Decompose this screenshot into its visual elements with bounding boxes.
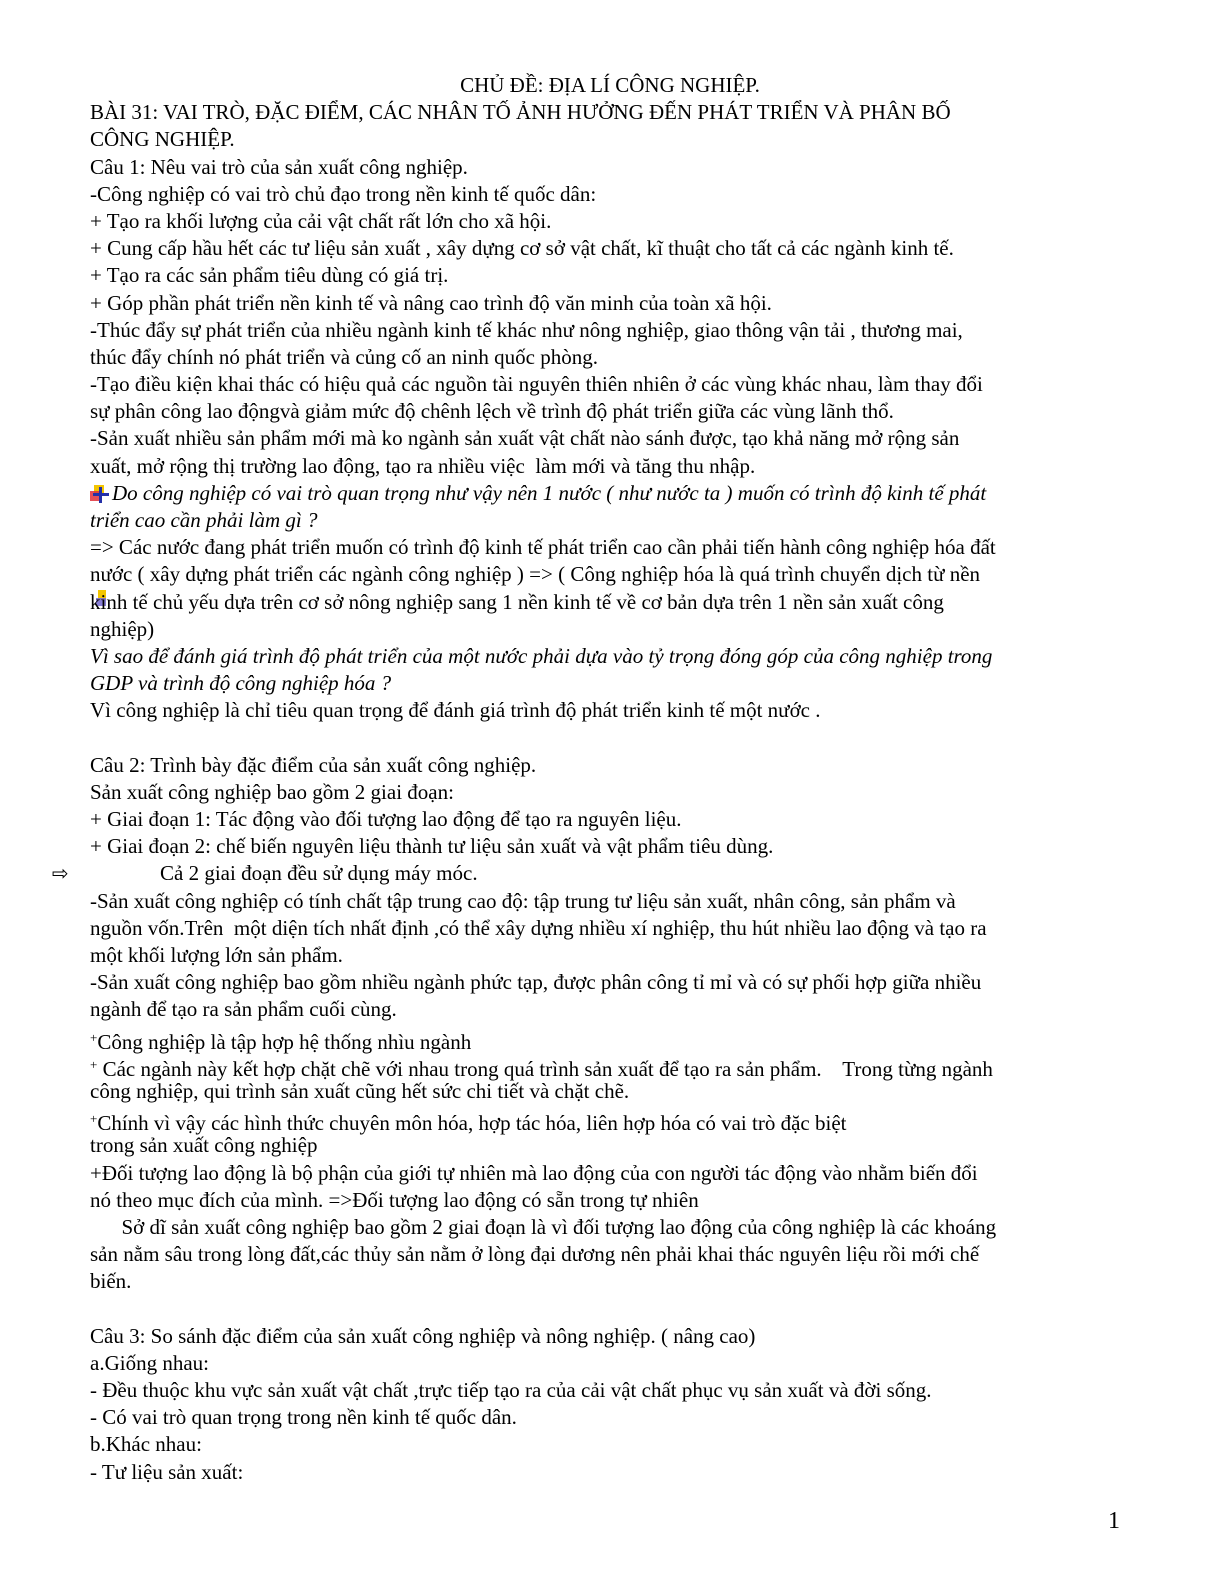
q1-answer-1-line-4: nghiệp) (90, 616, 155, 641)
plus-superscript: + (90, 1056, 98, 1072)
q2-line-c-5: biến. (90, 1269, 132, 1294)
q2-line-b-3: một khối lượng lớn sản phẩm. (90, 943, 343, 967)
lesson-title-line-2: CÔNG NGHIỆP. (90, 127, 235, 152)
q1-answer-1-line-2: nước ( xây dựng phát triển các ngành công nghiệp ) => ( Công nghiệp hóa là quá trình chuyển dịch từ nền (90, 562, 981, 587)
plus-1-text: Công nghiệp là tập hợp hệ thống nhìu ngành (97, 1029, 472, 1054)
arrow-right-icon: ⇨ (52, 861, 69, 886)
q2-line-b-2: nguồn vốn.Trên một diện tích nhất định ,có thể xây dựng nhiều xí nghiệp, thu hút nhiều lao động và tạo ra (90, 915, 987, 940)
q1-line-10: -Sản xuất nhiều sản phẩm mới mà ko ngành sản xuất vật chất nào sánh được, tạo khả năng mở rộng sản (90, 426, 960, 451)
page-number: 1 (1108, 1508, 1120, 1534)
italic-question-text: Do công nghiệp có vai trò quan trọng như vậy nên 1 nước ( như nước ta ) muốn có trình độ kinh tế phát (112, 480, 987, 505)
q2-line-c-2: nó theo mục đích của mình. =>Đối tượng lao động có sẵn trong tự nhiên (90, 1187, 699, 1212)
q2-line-b-4: -Sản xuất công nghiệp bao gồm nhiều ngành phức tạp, được phân công tỉ mỉ và có sự phối hợp giữa nhiều (90, 970, 982, 995)
q3-heading: Câu 3: So sánh đặc điểm của sản xuất công nghiệp và nông nghiệp. ( nâng cao) (90, 1323, 756, 1348)
q3-line-5: - Tư liệu sản xuất: (90, 1459, 244, 1484)
q1-italic-question-1-line-1 (90, 480, 1130, 507)
plus-2-text: Các ngành này kết hợp chặt chẽ với nhau trong quá trình sản xuất để tạo ra sản phẩm. Trong từng ngành (97, 1056, 993, 1081)
q2-line-a-2: + Giai đoạn 1: Tác động vào đối tượng lao động để tạo ra nguyên liệu. (90, 807, 682, 832)
q2-line-c-1: +Đối tượng lao động là bộ phận của giới tự nhiên mà lao động của con người tác động vào nhằm biến đổi (90, 1160, 978, 1185)
q1-answer-1-line-3: kinh tế chủ yếu dựa trên cơ sở nông nghiệp sang 1 nền kinh tế về cơ bản dựa trên 1 nền sản xuất công (90, 589, 944, 614)
q2-plus-1 (90, 1024, 1130, 1054)
q2-plus-2 (90, 1051, 1130, 1081)
q3-line-1: a.Giống nhau: (90, 1350, 209, 1375)
q2-line-b-5: ngành để tạo ra sản phẩm cuối cùng. (90, 997, 397, 1022)
q1-answer-2: Vì công nghiệp là chỉ tiêu quan trọng để đánh giá trình độ phát triển kinh tế một nước . (90, 698, 821, 723)
q1-line-2: + Tạo ra khối lượng của cải vật chất rất lớn cho xã hội. (90, 208, 552, 233)
document-page (52, 72, 1130, 1486)
q3-line-4: b.Khác nhau: (90, 1432, 202, 1457)
plus-superscript: + (90, 1111, 98, 1127)
spacer (90, 1295, 1130, 1322)
q1-line-1: -Công nghiệp có vai trò chủ đạo trong nền kinh tế quốc dân: (90, 181, 597, 206)
q1-line-9: sự phân công lao độngvà giảm mức độ chênh lệch về trình độ phát triển giữa các vùng lãnh thổ. (90, 399, 894, 424)
q2-plus-3 (90, 1105, 1130, 1136)
lesson-title-line-1: BÀI 31: VAI TRÒ, ĐẶC ĐIỂM, CÁC NHÂN TỐ ẢNH HƯỞNG ĐẾN PHÁT TRIỂN VÀ PHÂN BỐ (90, 100, 951, 125)
q2-line-b-1: -Sản xuất công nghiệp có tính chất tập trung cao độ: tập trung tư liệu sản xuất, nhân công, sản phẩm và (90, 888, 956, 913)
q3-line-3: - Có vai trò quan trọng trong nền kinh tế quốc dân. (90, 1405, 517, 1430)
plus-3-text: Chính vì vậy các hình thức chuyên môn hóa, hợp tác hóa, liên hợp hóa có vai trò đặc biệt (97, 1111, 847, 1136)
q1-italic-question-1-line-2: triển cao cần phải làm gì ? (90, 508, 318, 532)
q1-line-3: + Cung cấp hầu hết các tư liệu sản xuất , xây dựng cơ sở vật chất, kĩ thuật cho tất cả các ngành kinh tế. (90, 236, 954, 261)
q2-line-a-3: + Giai đoạn 2: chế biến nguyên liệu thành tư liệu sản xuất và vật phẩm tiêu dùng. (90, 834, 774, 859)
q1-line-6: -Thúc đẩy sự phát triển của nhiều ngành kinh tế khác như nông nghiệp, giao thông vận tải , thương mai, (90, 317, 963, 342)
q1-italic-question-2-line-1: Vì sao để đánh giá trình độ phát triển của một nước phải dựa vào tỷ trọng đóng góp của công nghiệp trong (90, 643, 993, 668)
q1-line-7: thúc đẩy chính nó phát triển và củng cố an ninh quốc phòng. (90, 344, 598, 369)
q2-line-c-3: Sở dĩ sản xuất công nghiệp bao gồm 2 giai đoạn là vì đối tượng lao động của công nghiệp là các khoáng (90, 1214, 997, 1239)
q2-line-a-1: Sản xuất công nghiệp bao gồm 2 giai đoạn: (90, 779, 454, 804)
q1-line-8: -Tạo điều kiện khai thác có hiệu quả các nguồn tài nguyên thiên nhiên ở các vùng khác nhau, làm thay đổi (90, 372, 983, 397)
q1-line-11: xuất, mở rộng thị trường lao động, tạo ra nhiều việc làm mới và tăng thu nhập. (90, 453, 756, 478)
q2-plus-2-cont: công nghiệp, qui trình sản xuất cũng hết sức chi tiết và chặt chẽ. (90, 1078, 630, 1103)
q2-plus-3-cont: trong sản xuất công nghiệp (90, 1133, 318, 1158)
q1-italic-question-2-line-2: GDP và trình độ công nghiệp hóa ? (90, 671, 392, 696)
plus-superscript: + (90, 1029, 98, 1045)
q1-heading: Câu 1: Nêu vai trò của sản xuất công nghiệp. (90, 154, 468, 179)
spacer (90, 725, 1130, 752)
q2-line-c-4: sản nằm sâu trong lòng đất,các thủy sản nằm ở lòng đại dương nên phải khai thác nguyên liệu rồi mới chế (90, 1242, 980, 1267)
q1-line-4: + Tạo ra các sản phẩm tiêu dùng có giá trị. (90, 263, 449, 288)
topic-title: CHỦ ĐỀ: ĐỊA LÍ CÔNG NGHIỆP. (460, 73, 760, 97)
q1-line-5: + Góp phần phát triển nền kinh tế và nâng cao trình độ văn minh của toàn xã hội. (90, 290, 772, 315)
q3-line-2: - Đều thuộc khu vực sản xuất vật chất ,trực tiếp tạo ra của cải vật chất phục vụ sản xuất và đời sống. (90, 1378, 932, 1402)
bullet-plus-icon (90, 485, 110, 503)
q2-arrow-line (52, 860, 1130, 887)
q1-answer-1-line-1: => Các nước đang phát triển muốn có trình độ kinh tế phát triển cao cần phải tiến hành công nghiệp hóa đất (90, 535, 996, 560)
q2-heading: Câu 2: Trình bày đặc điểm của sản xuất công nghiệp. (90, 752, 537, 777)
arrow-line-text: Cả 2 giai đoạn đều sử dụng máy móc. (160, 861, 478, 886)
